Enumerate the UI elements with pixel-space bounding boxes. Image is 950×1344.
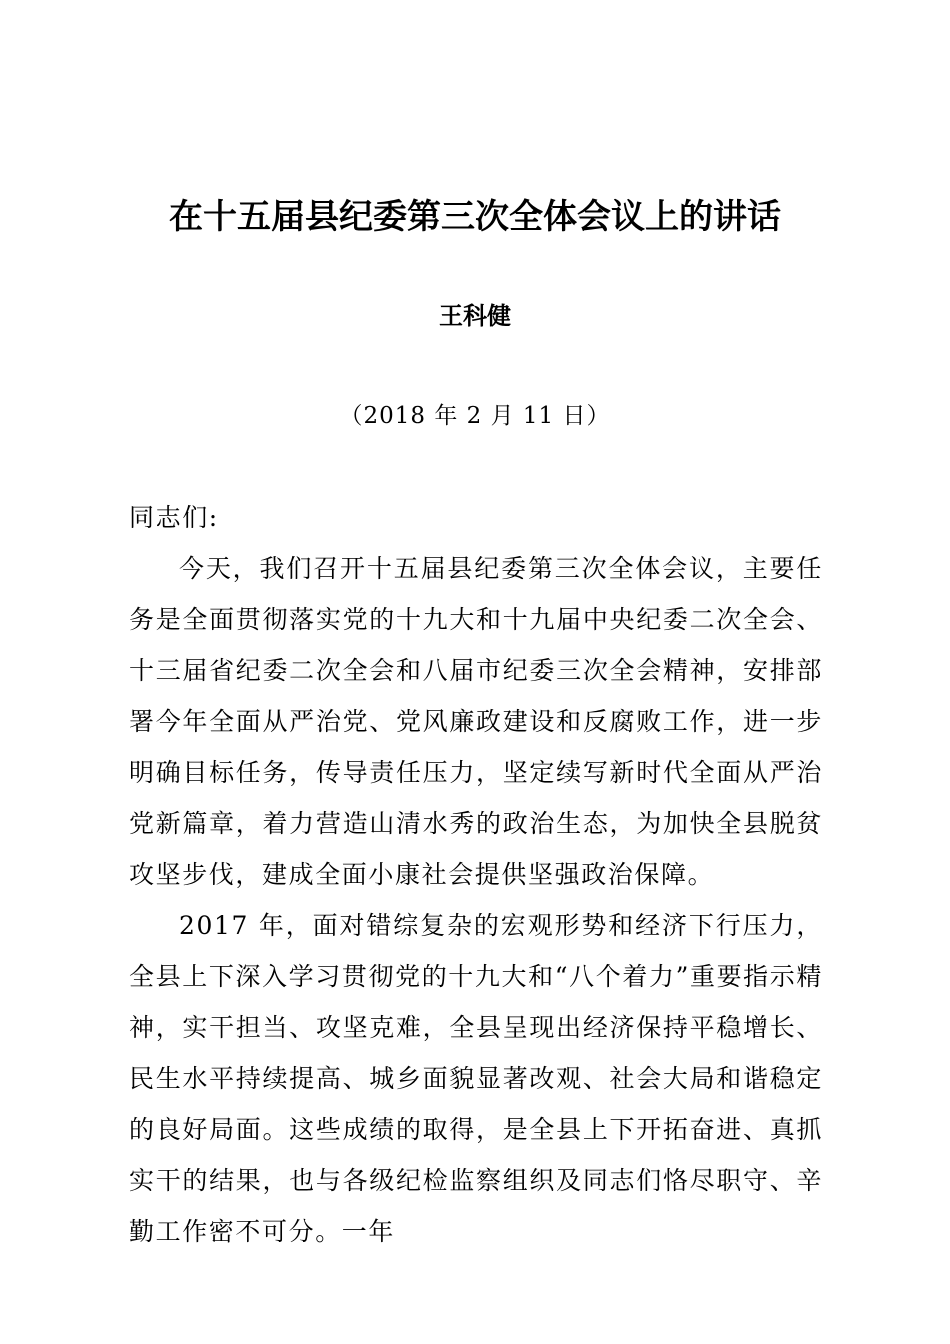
document-body xyxy=(129,492,823,1257)
body-paragraph: 今天，我们召开十五届县纪委第三次全体会议，主要任务是全面贯彻落实党的十九大和十九届中央纪委二次全会、十三届省纪委二次全会和八届市纪委三次全会精神，安排部署今年全面从严治党、党风廉政建设和反腐败工作，进一步明确目标任务，传导责任压力，坚定续写新时代全面从严治党新篇章，着力营造山清水秀的政治生态，为加快全县脱贫攻坚步伐，建成全面小康社会提供坚强政治保障。 xyxy=(129,554,823,889)
document-date: （2018 年 2 月 11 日） xyxy=(339,403,611,429)
salutation: 同志们: xyxy=(129,503,219,532)
body-paragraph: 2017 年，面对错综复杂的宏观形势和经济下行压力，全县上下深入学习贯彻党的十九大和“八个着力”重要指示精神，实干担当、攻坚克难，全县呈现出经济保持平稳增长、民生水平持续提高、城乡面貌显著改观、社会大局和谐稳定的良好局面。这些成绩的取得，是全县上下开拓奋进、真抓实干的结果，也与各级纪检监察组织及同志们恪尽职守、辛勤工作密不可分。一年 xyxy=(129,911,823,1246)
document-author: 王科健 xyxy=(439,302,511,330)
document-title: 在十五届县纪委第三次全体会议上的讲话 xyxy=(169,197,781,237)
